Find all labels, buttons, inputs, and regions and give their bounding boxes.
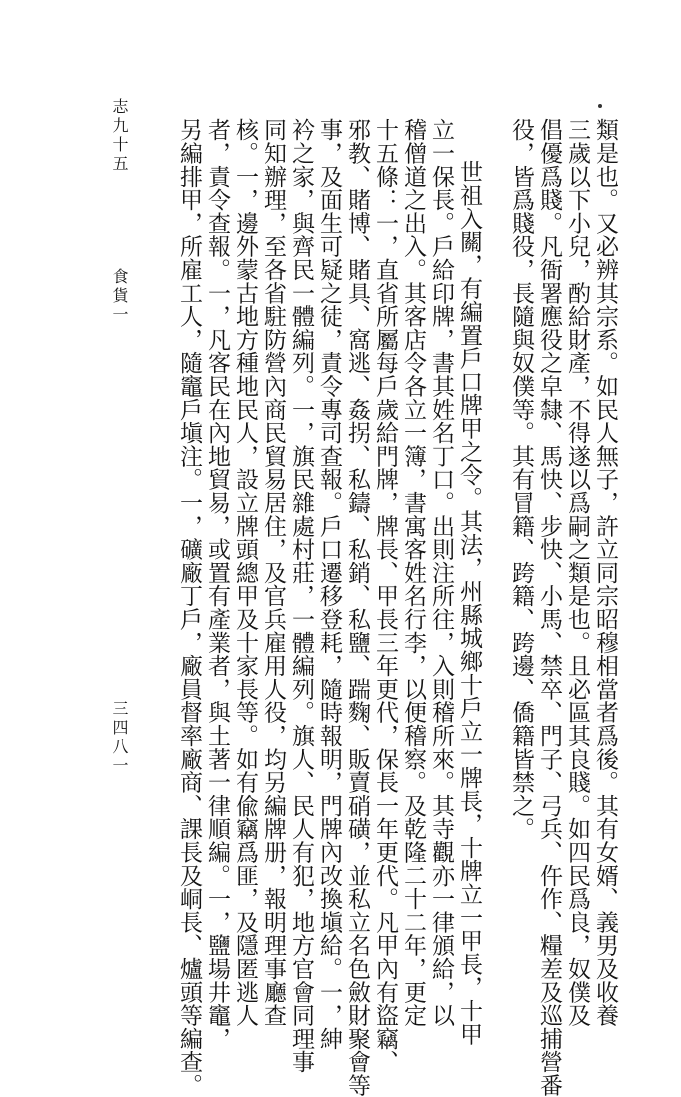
text-column-4: 役，皆爲賤役，長隨與奴僕等。其有冒籍、跨籍、跨邊、僑籍皆禁之。	[508, 118, 534, 841]
text-column-6: 立一保長。戶給印牌，書其姓名丁口。出則注所往，入則稽所來。其寺觀亦一律頒給，以	[428, 118, 454, 1027]
text-column-13: 核。一，邊外蒙古地方種地民人，設立牌頭總甲及十家長等。如有偸竊爲匪，及隱匿逃人	[232, 118, 258, 1027]
text-column-11: 衿之家，與齊民一體編列。一，旗民雜處村莊，一體編列。旗人、民人有犯，地方官會同理事	[288, 118, 314, 1074]
text-column-10: 事，及面生可疑之徒，責令專司查報。戶口遷移登耗，隨時報明，門牌內改換塡給。一，紳	[316, 118, 342, 1050]
text-column-15: 另編排甲，所雇工人，隨竈戶塡注。一，礦廠丁戶，廠員督率廠商、課長及峒長、爐頭等編查。	[176, 118, 202, 1097]
text-mark	[598, 104, 602, 108]
text-column-14: 者，責令查報。一，凡客民在內地貿易，或置有產業者，與土著一律順編。一，鹽場井竈，	[204, 118, 230, 1050]
text-column-9: 邪教、賭博、賭具、窩逃、姦拐、私鑄、私銷、私鹽、踹麴、販賣硝磺，並私立名色斂財聚會等	[344, 118, 370, 1097]
text-column-2: 三歲以下小兒，酌給財產，不得遂以爲嗣之類是也。且必區其良賤。如四民爲良，奴僕及	[564, 118, 590, 1027]
section-label: 食貨一	[110, 268, 129, 325]
chapter-label: 志九十五	[110, 98, 129, 174]
text-column-7: 稽僧道之出入。其客店令各立一簿，書寓客姓名行李，以便稽察。及乾隆二十二年，更定	[400, 118, 426, 1027]
text-column-12: 同知辦理，至各省駐防營內商民貿易居住，及官兵雇用人役，均另編牌册，報明理事廳查	[260, 118, 286, 1027]
text-column-8: 十五條：一，直省所屬每戶歲給門牌，牌長、甲長三年更代，保長一年更代。凡甲內有盜竊、	[372, 118, 398, 1074]
text-column-5: 世祖入關，有編置戶口牌甲之令。其法，州縣城鄉十戶立一牌長，十牌立一甲長，十甲	[456, 160, 482, 1046]
text-column-3: 倡優爲賤。凡衙署應役之皁隸、馬快、步快、小馬、禁卒、門子、弓兵、仵作、糧差及巡捕營番	[536, 118, 562, 1097]
page-number: 三四八一	[110, 700, 129, 776]
text-column-1: 類是也。又必辨其宗系。如民人無子，許立同宗昭穆相當者爲後。其有女婿、義男及收養	[592, 118, 618, 1027]
